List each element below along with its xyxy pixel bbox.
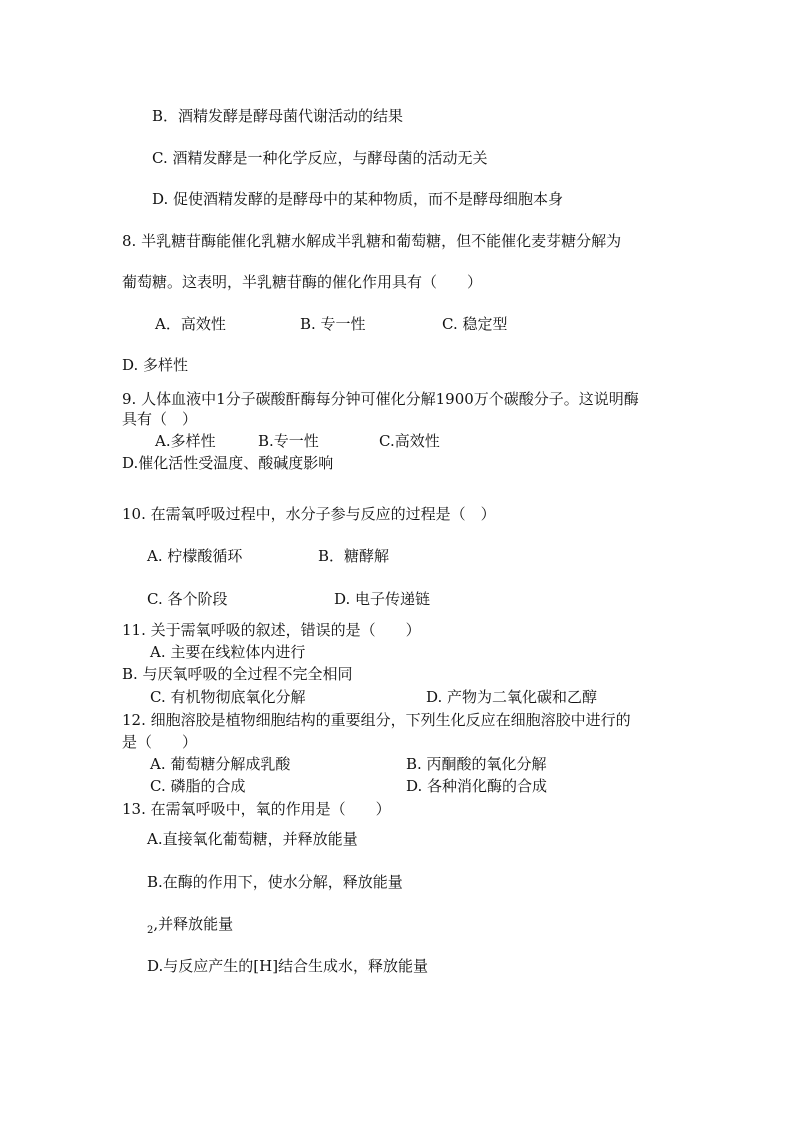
q12-stem-line-1: 12. 细胞溶胶是植物细胞结构的重要组分，下列生化反应在细胞溶胶中进行的 [122,711,631,729]
q9-option-b: B.专一性 [258,432,319,450]
q7-option-b: B．酒精发酵是酵母菌代谢活动的结果 [152,107,404,125]
q12-stem-line-2: 是（ ） [122,733,198,751]
q8-option-d: D. 多样性 [122,356,189,374]
q11-option-b: B. 与厌氧呼吸的全过程不完全相同 [122,665,353,683]
q9-stem-line-1: 9. 人体血液中1分子碳酸酐酶每分钟可催化分解1900万个碳酸分子。这说明酶 [122,390,639,408]
q13-option-a: A.直接氧化葡萄糖，并释放能量 [147,830,358,848]
q10-option-c: C. 各个阶段 [147,590,228,608]
q8-stem-line-2: 葡萄糖。这表明，半乳糖苷酶的催化作用具有（ ） [122,273,483,291]
q7-option-c: C. 酒精发酵是一种化学反应，与酵母菌的活动无关 [152,149,488,167]
q11-option-a: A. 主要在线粒体内进行 [150,643,306,661]
q10-stem: 10. 在需氧呼吸过程中，水分子参与反应的过程是（ ） [122,505,496,523]
q13-stem: 13. 在需氧呼吸中，氧的作用是（ ） [122,800,391,818]
q12-option-b: B. 丙酮酸的氧化分解 [406,755,547,773]
q12-option-c: C. 磷脂的合成 [150,777,246,795]
q10-option-a: A. 柠檬酸循环 [147,547,243,565]
q8-option-a: A．高效性 [155,315,226,333]
q12-option-a: A. 葡萄糖分解成乳酸 [150,755,291,773]
q8-option-c: C. 稳定型 [442,315,508,333]
q9-option-c: C.高效性 [379,432,440,450]
q9-option-d: D.催化活性受温度、酸碱度影响 [122,454,334,472]
q12-option-d: D. 各种消化酶的合成 [406,777,548,795]
q11-option-c: C. 有机物彻底氧化分解 [150,688,306,706]
q11-option-d: D. 产物为二氧化碳和乙醇 [426,688,598,706]
q8-option-b: B. 专一性 [300,315,366,333]
q13-option-c [147,914,233,941]
q10-option-b: B．糖酵解 [318,547,390,565]
q13-option-c-text: ,并释放能量 [153,915,234,933]
q10-option-d: D. 电子传递链 [334,590,431,608]
subscript-two: 2 [147,925,154,936]
q8-stem-line-1: 8. 半乳糖苷酶能催化乳糖水解成半乳糖和葡萄糖，但不能催化麦芽糖分解为 [122,232,622,250]
q7-option-d: D. 促使酒精发酵的是酵母中的某种物质，而不是酵母细胞本身 [152,190,564,208]
q11-stem: 11. 关于需氧呼吸的叙述，错误的是（ ） [122,621,421,639]
q9-stem-line-2: 具有（ ） [122,410,198,428]
q9-option-a: A.多样性 [155,432,216,450]
q13-option-d: D.与反应产生的[H]结合生成水，释放能量 [147,957,429,975]
q13-option-b: B.在酶的作用下，使水分解，释放能量 [147,873,403,891]
